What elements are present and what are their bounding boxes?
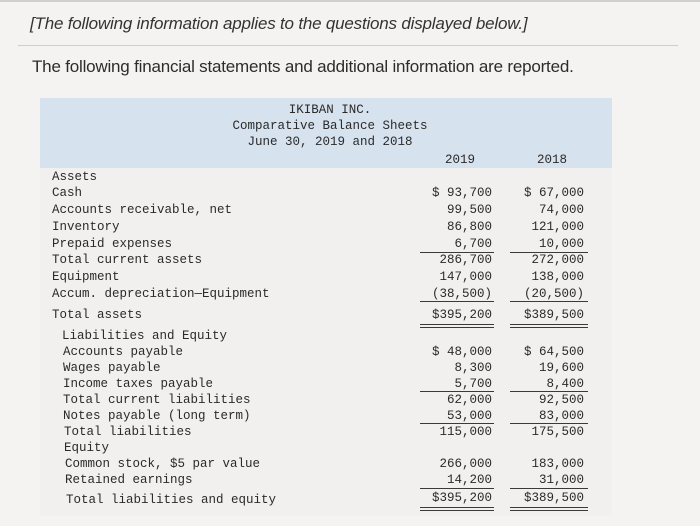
- double-underline: [510, 510, 588, 511]
- value-2019: 53,000: [446, 409, 492, 423]
- subtotal-rule: [420, 423, 494, 424]
- row-label: Cash: [52, 186, 83, 200]
- instruction-text: The following financial statements and additional information are reported.: [32, 57, 574, 76]
- subtotal-rule: [510, 488, 588, 489]
- row-label: Total current assets: [52, 253, 203, 267]
- subtotal-rule: [510, 423, 588, 424]
- value-2019: $395,200: [431, 308, 492, 322]
- value-2018: 121,000: [531, 220, 584, 234]
- row-label: Total liabilities: [64, 425, 192, 439]
- value-2018: 10,000: [538, 237, 584, 251]
- statement-title: Comparative Balance Sheets: [232, 119, 428, 133]
- double-underline: [510, 324, 588, 325]
- value-2019: 8,300: [454, 361, 492, 375]
- subtotal-rule: [420, 252, 494, 253]
- value-2018: 175,500: [531, 425, 584, 439]
- value-2019: $395,200: [431, 491, 492, 505]
- row-label: Liabilities and Equity: [62, 329, 228, 343]
- value-2018: $389,500: [523, 491, 584, 505]
- row-label: Accounts receivable, net: [52, 203, 233, 217]
- double-underline: [420, 324, 494, 325]
- subtotal-rule: [420, 391, 494, 392]
- value-2018: 83,000: [538, 409, 584, 423]
- value-2018: $ 64,500: [523, 345, 584, 359]
- row-label: Prepaid expenses: [52, 237, 173, 251]
- row-label: Total assets: [52, 308, 143, 322]
- double-underline: [510, 327, 588, 328]
- column-header-2018: 2018: [536, 153, 567, 167]
- company-name: IKIBAN INC.: [288, 103, 372, 117]
- row-label: Accum. depreciation—Equipment: [52, 287, 270, 301]
- double-underline: [420, 510, 494, 511]
- row-label: Total liabilities and equity: [66, 493, 277, 507]
- value-2019: 5,700: [454, 377, 492, 391]
- subtotal-rule: [420, 301, 494, 302]
- double-underline: [510, 507, 588, 508]
- value-2019: $ 48,000: [431, 345, 492, 359]
- value-2018: 183,000: [531, 457, 584, 471]
- value-2018: $ 67,000: [523, 186, 584, 200]
- value-2019: 99,500: [446, 203, 492, 217]
- value-2019: (38,500): [431, 287, 492, 301]
- row-label: Retained earnings: [65, 473, 193, 487]
- value-2019: 286,700: [439, 253, 492, 267]
- value-2019: 147,000: [439, 270, 492, 284]
- subtotal-rule: [510, 252, 588, 253]
- row-label: Assets: [52, 170, 98, 184]
- row-label: Total current liabilities: [63, 393, 251, 407]
- row-label: Income taxes payable: [63, 377, 214, 391]
- value-2018: 19,600: [538, 361, 584, 375]
- subtotal-rule: [420, 488, 494, 489]
- section-divider: [18, 45, 678, 46]
- context-note: [The following information applies to the questions displayed below.]: [30, 14, 528, 33]
- value-2018: 74,000: [538, 203, 584, 217]
- value-2019: 115,000: [439, 425, 492, 439]
- row-label: Equity: [64, 441, 110, 455]
- value-2019: 62,000: [446, 393, 492, 407]
- double-underline: [420, 327, 494, 328]
- subtotal-rule: [510, 301, 588, 302]
- value-2018: 92,500: [538, 393, 584, 407]
- value-2019: 6,700: [454, 237, 492, 251]
- value-2018: 272,000: [531, 253, 584, 267]
- value-2018: (20,500): [523, 287, 584, 301]
- subtotal-rule: [510, 391, 588, 392]
- value-2019: 86,800: [446, 220, 492, 234]
- row-label: Wages payable: [63, 361, 161, 375]
- row-label: Common stock, $5 par value: [65, 457, 261, 471]
- row-label: Inventory: [52, 220, 120, 234]
- value-2019: 14,200: [446, 473, 492, 487]
- row-label: Accounts payable: [63, 345, 184, 359]
- value-2018: 8,400: [546, 377, 584, 391]
- value-2019: $ 93,700: [431, 186, 492, 200]
- top-divider: [0, 0, 700, 2]
- value-2019: 266,000: [439, 457, 492, 471]
- value-2018: 31,000: [538, 473, 584, 487]
- value-2018: 138,000: [531, 270, 584, 284]
- row-label: Notes payable (long term): [63, 409, 251, 423]
- column-header-2019: 2019: [444, 153, 475, 167]
- statement-date: June 30, 2019 and 2018: [247, 135, 413, 149]
- row-label: Equipment: [52, 270, 120, 284]
- double-underline: [420, 507, 494, 508]
- value-2018: $389,500: [523, 308, 584, 322]
